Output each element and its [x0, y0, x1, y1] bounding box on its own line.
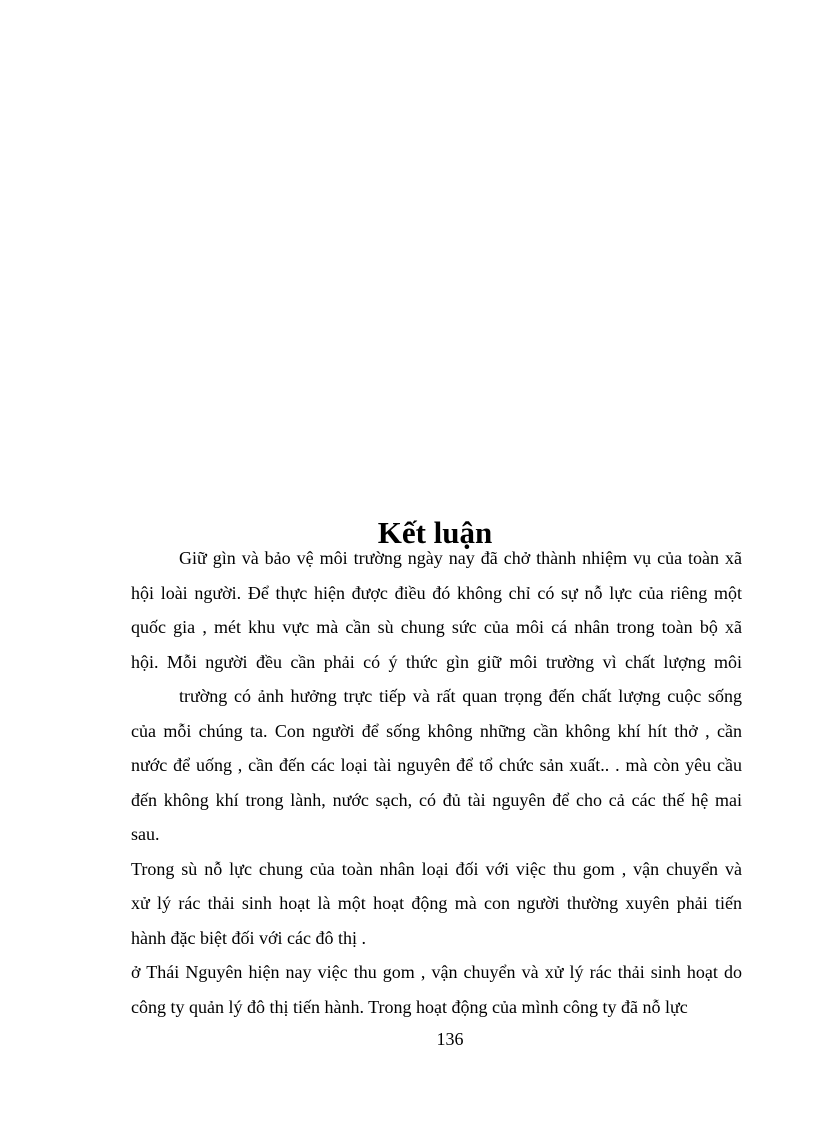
text-line: trường có ảnh hưởng trực tiếp và rất quan trọng đến chất lượng cuộc sống: [179, 686, 742, 706]
text-line: đến không khí trong lành, nước sạch, có đủ tài nguyên để cho cả các thế hệ mai: [131, 789, 742, 810]
page-number: 136: [436, 1029, 464, 1049]
body-text: [131, 541, 742, 1024]
paragraph-2: [131, 679, 742, 852]
page-title: Kết luận: [377, 514, 493, 550]
text-line: quốc gia , mét khu vực mà cần sù chung sức của môi cá nhân trong toàn bộ xã: [131, 617, 742, 637]
text-line: xử lý rác thải sinh hoạt là một hoạt động mà con người thường xuyên phải tiến: [131, 893, 742, 913]
paragraph-3: [131, 852, 742, 956]
text-line: Giữ gìn và bảo vệ môi trường ngày nay đã chở thành nhiệm vụ của toàn xã: [179, 548, 742, 568]
text-line: hội. Mỗi người đều cần phải có ý thức gìn giữ môi trường vì chất lượng môi: [131, 651, 742, 672]
text-line: công ty quản lý đô thị tiến hành. Trong hoạt động của mình công ty đã nỗ lực: [131, 996, 688, 1017]
text-line: nước để uống , cần đến các loại tài nguyên để tổ chức sản xuất.. . mà còn yêu cầu: [131, 755, 742, 775]
text-line: ở Thái Nguyên hiện nay việc thu gom , vận chuyển và xử lý rác thải sinh hoạt do: [131, 962, 742, 982]
text-line: của mỗi chúng ta. Con người để sống không những cần không khí hít thở , cần: [131, 720, 742, 741]
text-line: hội loài người. Để thực hiện được điều đó không chỉ có sự nỗ lực của riêng một: [131, 582, 742, 603]
text-line: sau.: [131, 824, 160, 844]
text-line: hành đặc biệt đối với các đô thị .: [131, 927, 366, 948]
text-line: Trong sù nỗ lực chung của toàn nhân loại đối với việc thu gom , vận chuyển và: [131, 858, 742, 879]
paragraph-1: [131, 541, 742, 679]
paragraph-4: [131, 955, 742, 1024]
